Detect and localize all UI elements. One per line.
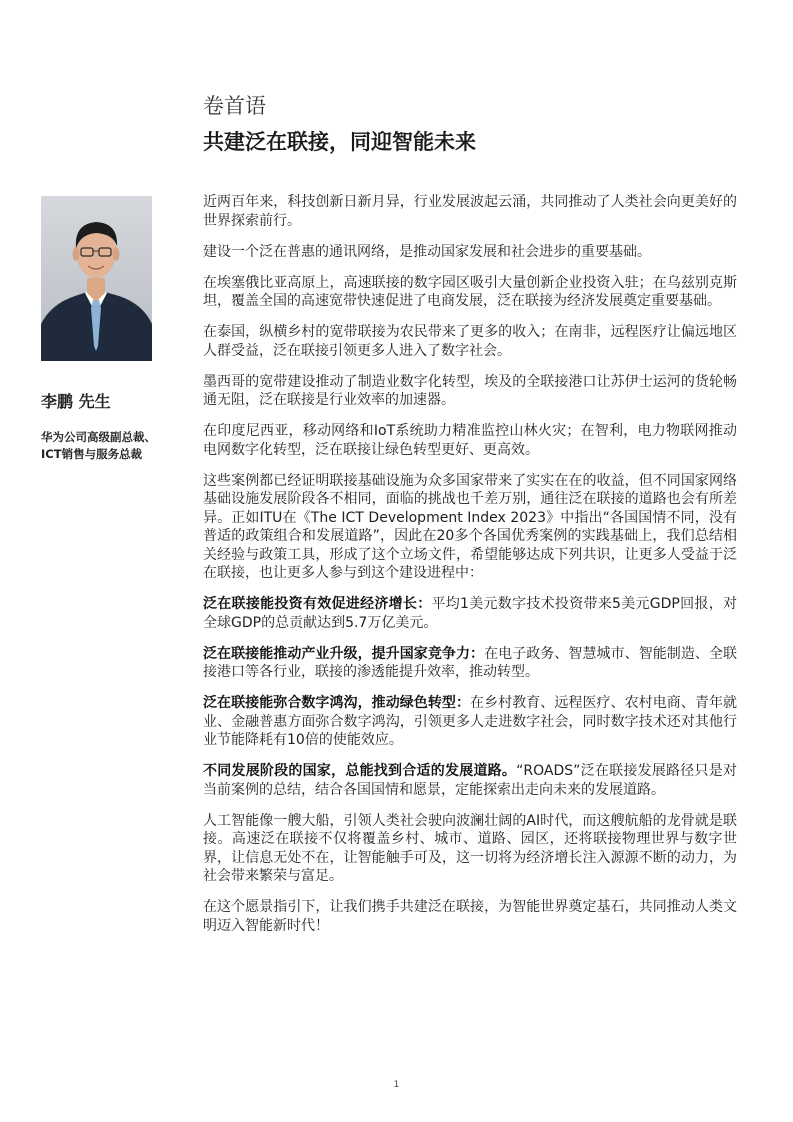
author-role [41,429,191,463]
paragraph-11-lead: 不同发展阶段的国家，总能找到合适的发展道路。 [203,763,517,779]
author-portrait [41,196,152,361]
author-role-line1: 华为公司高级副总裁、 [41,430,156,444]
paragraph-1: 近两百年来，科技创新日新月异，行业发展波起云涌，共同推动了人类社会向更美好的世界探索前行。 [203,194,737,229]
portrait-illustration [41,196,152,361]
paragraph-6: 在印度尼西亚，移动网络和IoT系统助力精准监控山林火灾；在智利，电力物联网推动电网数字化转型，泛在联接让绿色转型更好、更高效。 [203,423,737,458]
paragraph-7: 这些案例都已经证明联接基础设施为众多国家带来了实实在在的收益，但不同国家网络基础设施发展阶段各不相同，面临的挑战也千差万别，通往泛在联接的道路也会有所差异。正如ITU在《The ICT Development Index 2023》中指出“各国国情不同，没有普适的政策组合和发展道路”，因此在20多个各国优秀案例的实践基础上，我们总结相关经验与政策工具，形成了这个立场文件，希望能够达成下列共识，让更多人受益于泛在联接，也让更多人参与到这个建设进程中： [203,472,737,581]
paragraph-3: 在埃塞俄比亚高原上，高速联接的数字园区吸引大量创新企业投资入驻；在乌兹别克斯坦，覆盖全国的高速宽带快速促进了电商发展，泛在联接为经济发展奠定重要基础。 [203,274,737,309]
paragraph-13: 在这个愿景指引下，让我们携手共建泛在联接，为智能世界奠定基石，共同推动人类文明迈入智能新时代！ [203,899,737,934]
paragraph-10 [203,694,737,750]
article-body [203,193,737,948]
page-number: 1 [393,1080,400,1090]
author-role-line2: ICT销售与服务总裁 [41,447,143,461]
page-title: 共建泛在联接，同迎智能未来 [203,130,476,154]
paragraph-10-text: 在乡村教育、远程医疗、农村电商、青年就业、金融普惠方面弥合数字鸿沟，引领更多人走进数字社会，同时数字技术还对其他行业节能降耗有10倍的使能效应。 [203,695,738,748]
paragraph-8 [203,595,737,632]
paragraph-10-lead: 泛在联接能弥合数字鸿沟，推动绿色转型： [203,695,471,711]
paragraph-11 [203,762,737,799]
paragraph-5: 墨西哥的宽带建设推动了制造业数字化转型，埃及的全联接港口让苏伊士运河的货轮畅通无阻，泛在联接是行业效率的加速器。 [203,373,737,408]
paragraph-12: 人工智能像一艘大船，引领人类社会驶向波澜壮阔的AI时代，而这艘航船的龙骨就是联接。高速泛在联接不仅将覆盖乡村、城市、道路、园区，还将联接物理世界与数字世界，让信息无处不在，让智能触手可及，这一切将为经济增长注入源源不断的动力，为社会带来繁荣与富足。 [203,812,737,884]
paragraph-11-text: “ROADS”泛在联接发展路径只是对当前案例的总结，结合各国国情和愿景，定能探索出走向未来的发展道路。 [203,763,737,798]
paragraph-9 [203,645,737,682]
author-name: 李鹏 先生 [41,392,111,411]
section-label: 卷首语 [203,94,266,118]
paragraph-8-lead: 泛在联接能投资有效促进经济增长： [203,596,432,612]
paragraph-2: 建设一个泛在普惠的通讯网络，是推动国家发展和社会进步的重要基础。 [203,243,651,260]
paragraph-4: 在泰国，纵横乡村的宽带联接为农民带来了更多的收入；在南非，远程医疗让偏远地区人群受益，泛在联接引领更多人进入了数字社会。 [203,324,737,359]
paragraph-9-lead: 泛在联接能推动产业升级，提升国家竞争力： [203,645,485,662]
paragraph-8-text: 平均1美元数字技术投资带来5美元GDP回报，对全球GDP的总贡献达到5.7万亿美元。 [203,596,738,631]
paragraph-9-text: 在电子政务、智慧城市、智能制造、全联接港口等各行业，联接的渗透能提升效率，推动转型。 [203,645,738,680]
